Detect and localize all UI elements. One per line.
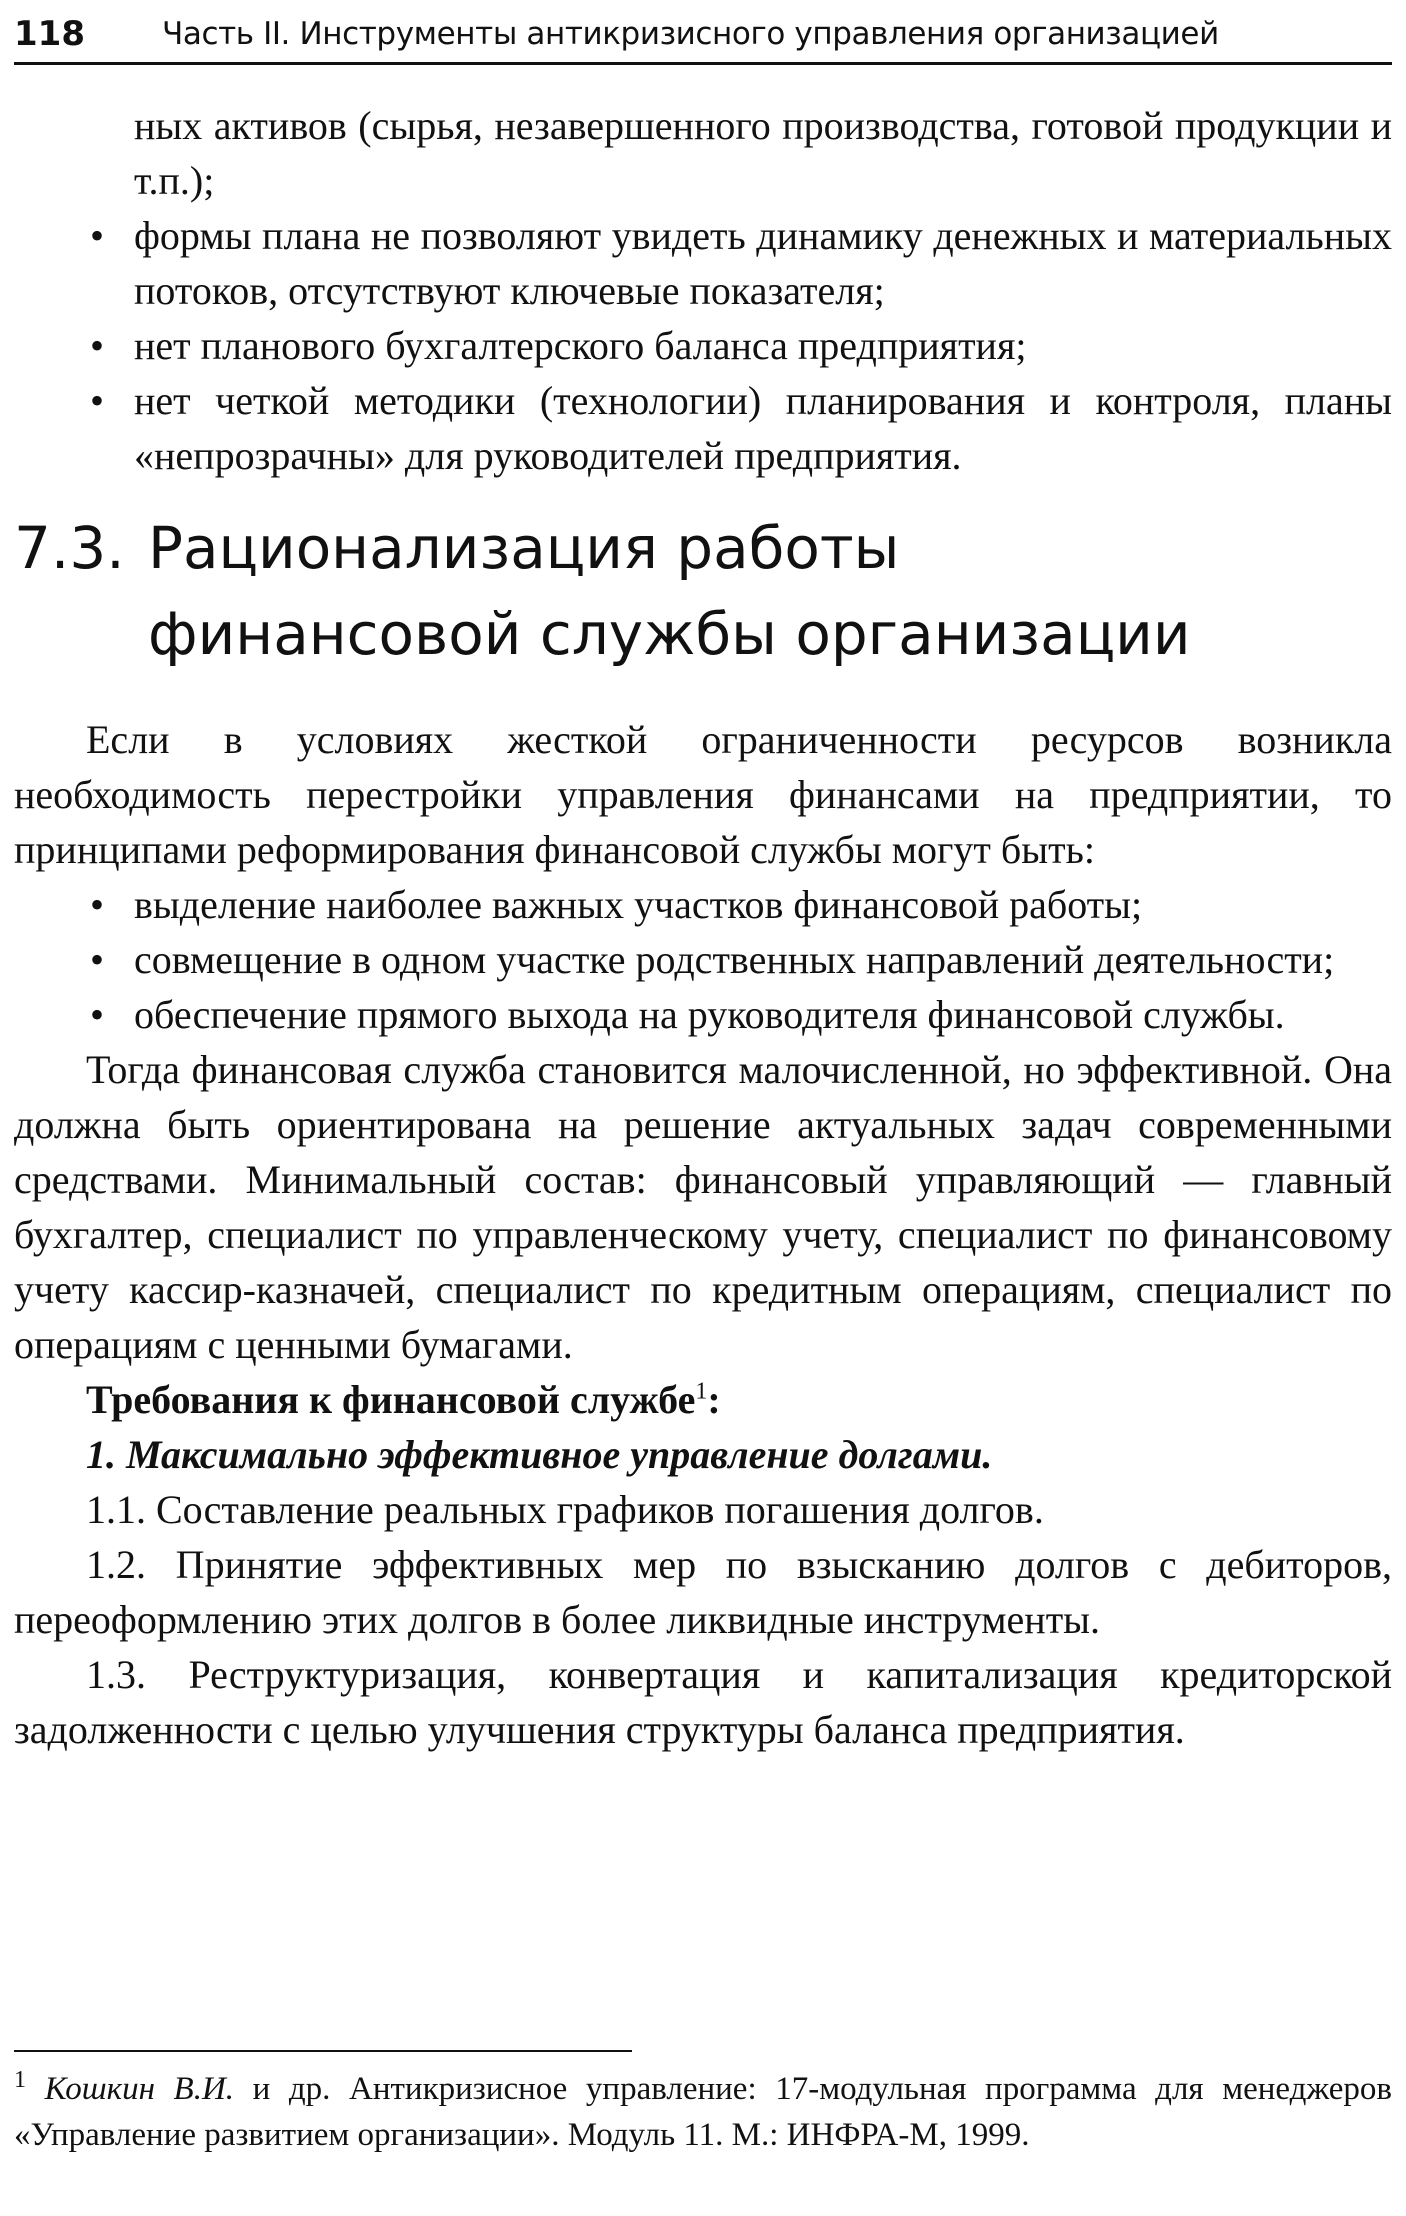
running-title: Часть II. Инструменты антикризисного управления организацией <box>162 16 1219 52</box>
section-body <box>14 712 1392 1757</box>
list-item: • нет четкой методики (технологии) планирования и контроля, планы «непрозрачны» для руководителей предприятия. <box>14 373 1392 483</box>
list-item: • выделение наиболее важных участков финансовой работы; <box>14 877 1392 932</box>
list-item-continuation: ных активов (сырья, незавершенного производства, готовой продукции и т.п.); <box>134 103 1392 203</box>
footnote-reference[interactable]: 1 <box>695 1378 708 1405</box>
running-header <box>14 6 1392 65</box>
list-item: • формы плана не позволяют увидеть динамику денежных и материальных потоков, отсутствуют ключевые показателя; <box>14 208 1392 318</box>
plan-shortcomings-list <box>14 208 1392 483</box>
footnote-mark: 1 <box>14 2067 26 2093</box>
footnote-divider <box>14 2050 632 2052</box>
list-item: • обеспечение прямого выхода на руководителя финансовой службы. <box>14 987 1392 1042</box>
requirements-title-colon: : <box>707 1377 721 1422</box>
requirement-item: 1.2. Принятие эффективных мер по взысканию долгов с дебиторов, переоформлению этих долгов в более ликвидные инструменты. <box>14 1542 1392 1642</box>
section-title-line1: Рационализация работы <box>148 514 900 582</box>
footnote-author: Кошкин В.И. <box>44 2071 235 2107</box>
requirements-subheading: 1. Максимально эффективное управление долгами. <box>86 1432 993 1477</box>
continued-list <box>14 98 1392 483</box>
book-page <box>14 0 1392 2216</box>
requirements-title-text: Требования к финансовой службе <box>86 1377 696 1422</box>
staff-paragraph: Тогда финансовая служба становится малочисленной, но эффективной. Она должна быть ориентирована на решение актуальных задач современными средствами. Минимальный состав: финансовый управляющий — главный бухгалтер, специалист по управленческому учету, специалист по финансовому учету кассир-казначей, специалист по кредитным операциям, специалист по операциям с ценными бумагами. <box>14 1047 1392 1367</box>
section-title-line2: финансовой службы организации <box>148 600 1191 668</box>
footnote <box>14 2066 1392 2158</box>
footnote-text: и др. Антикризисное управление: 17-модульная программа для менеджеров «Управление развитием организации». Модуль 11. М.: ИНФРА-М, 1999. <box>14 2071 1392 2153</box>
requirement-item: 1.1. Составление реальных графиков погашения долгов. <box>86 1487 1044 1532</box>
intro-paragraph: Если в условиях жесткой ограниченности ресурсов возникла необходимость перестройки управления финансами на предприятии, то принципами реформирования финансовой службы могут быть: <box>14 717 1392 872</box>
section-heading <box>14 505 1392 677</box>
list-item: • нет планового бухгалтерского баланса предприятия; <box>14 318 1392 373</box>
section-number: 7.3. <box>14 514 125 582</box>
requirement-item: 1.3. Реструктуризация, конвертация и капитализация кредиторской задолженности с целью улучшения структуры баланса предприятия. <box>14 1652 1392 1752</box>
page-number: 118 <box>14 14 85 54</box>
requirements-title <box>14 1372 1392 1427</box>
list-item: • совмещение в одном участке родственных направлений деятельности; <box>14 932 1392 987</box>
principles-list <box>14 877 1392 1042</box>
